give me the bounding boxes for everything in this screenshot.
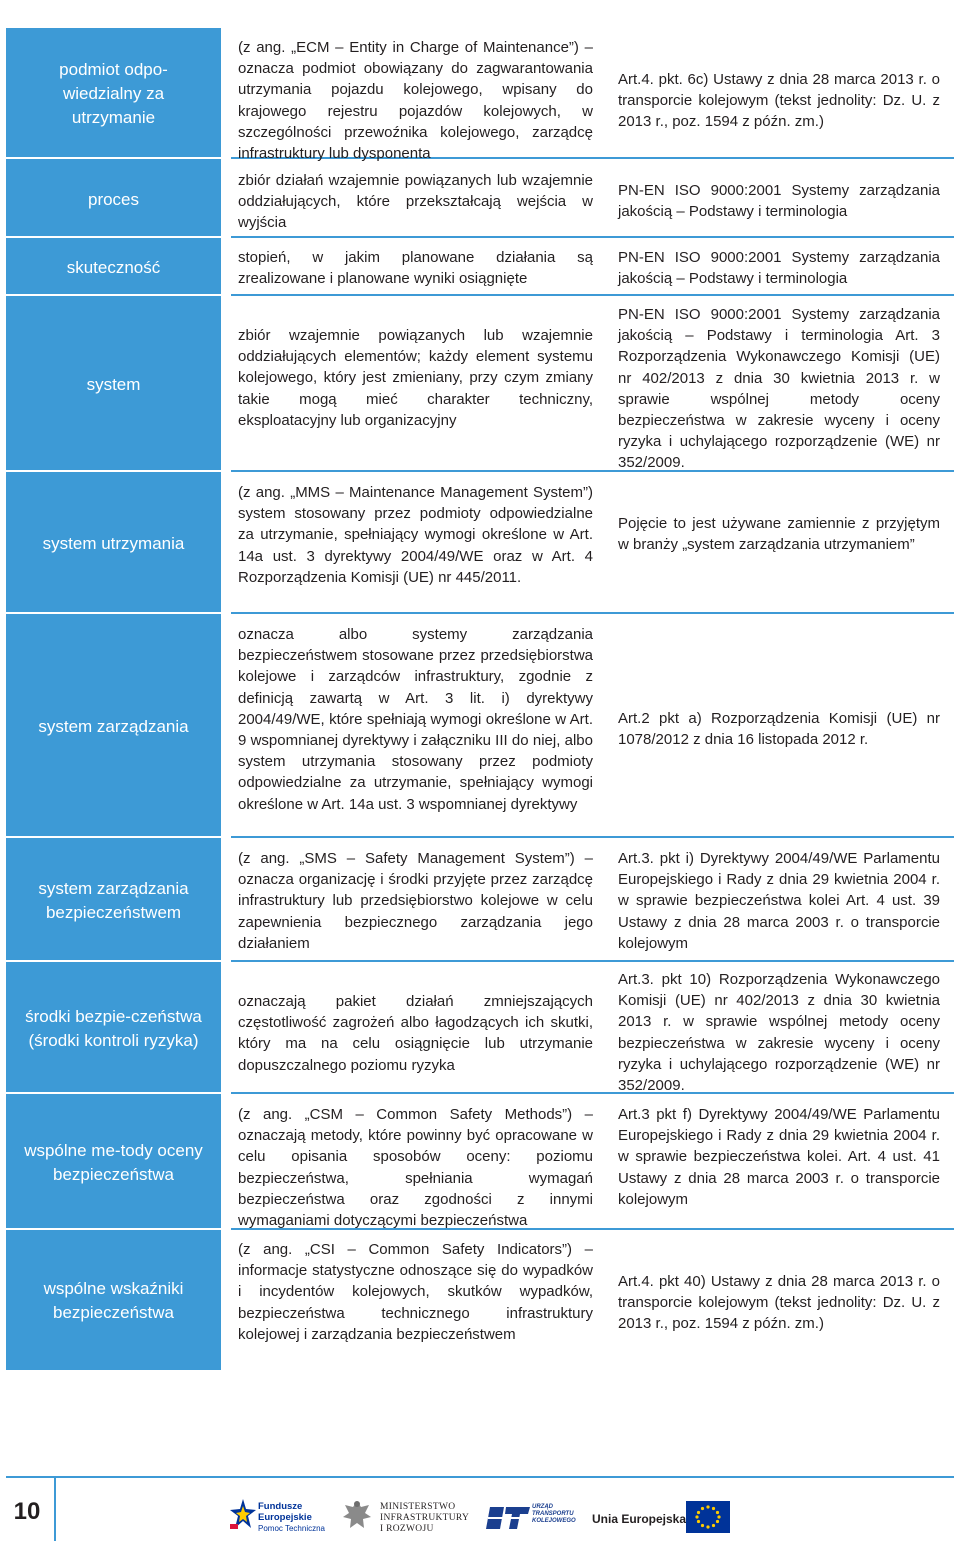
fundusze-europejskie-logo: Fundusze Europejskie Pomoc Techniczna: [230, 1498, 320, 1538]
source-text: Art.4. pkt. 6c) Ustawy z dnia 28 marca 2013 r. o transporcie kolejowym (tekst jednolity: Dz. U. z 2013 r., poz. 1594 z późn. zm.): [618, 71, 940, 131]
glossary-row: [6, 840, 954, 962]
page-number: 10: [13, 1498, 41, 1525]
glossary-row: [6, 28, 954, 163]
glossary-row: [6, 161, 954, 238]
term-label: system utrzymania: [42, 534, 185, 553]
glossary-row: [6, 616, 954, 838]
source-text: Art.4. pkt 40) Ustawy z dnia 28 marca 2013 r. o transporcie kolejowym (tekst jednolity: Dz. U. z 2013 r., poz. 1594 z późn. zm.): [618, 1273, 940, 1333]
eu-flag-icon: [686, 1501, 730, 1533]
definition-text: oznaczają pakiet działań zmniejszających częstotliwość zagrożeń albo łagodzących ich skutki, który ma na celu osiągnięcie lub utrzymanie dopuszczalnego poziomu ryzyka: [238, 993, 593, 1074]
eagle-emblem-icon: [340, 1498, 374, 1534]
source-text: Art.3. pkt i) Dyrektywy 2004/49/WE Parlamentu Europejskiego i Rady z dnia 29 kwietnia 2004 r. w sprawie bezpieczeństwa kolei Art. 4 ust. 39 Ustawy z dnia 28 marca 2003 r. o transporcie kolejowym: [618, 850, 940, 952]
glossary-row: [6, 474, 954, 614]
source-text: PN-EN ISO 9000:2001 Systemy zarządzania jakością – Podstawy i terminologia: [618, 182, 940, 221]
unia-europejska-logo: Unia Europejska: [592, 1498, 732, 1538]
term-label: skuteczność: [66, 258, 161, 277]
glossary-row: [6, 964, 954, 1094]
source-text: Art.2 pkt a) Rozporządzenia Komisji (UE) nr 1078/2012 z dnia 16 listopada 2012 r.: [618, 710, 940, 749]
term-label: wspólne wskaźniki bezpieczeństwa: [43, 1279, 184, 1322]
fe-star-icon: [230, 1498, 256, 1530]
glossary-row: [6, 240, 954, 296]
source-text: PN-EN ISO 9000:2001 Systemy zarządzania jakością – Podstawy i terminologia Art. 3 Rozporządzenia Wykonawczego Komisji (UE) nr 402/2013 z dnia 30 kwietnia 2013 r. w sprawie wspólnej metody oceny bezpieczeństwa w zakresie wyceny i oceny ryzyka i uchylającego rozporządzenie (WE) nr 352/2009.: [618, 306, 940, 472]
glossary-table: [6, 28, 954, 1370]
ministerstwo-logo: MINISTERSTWO INFRASTRUKTURY I ROZWOJU: [340, 1498, 470, 1538]
term-label: system: [86, 375, 141, 394]
term-label: wspólne me-tody oceny bezpieczeństwa: [24, 1141, 203, 1184]
source-text: Pojęcie to jest używane zamiennie z przyjętym w branży „system zarządzania utrzymaniem”: [618, 515, 940, 554]
utk-logo: URZĄD TRANSPORTU KOLEJOWEGO: [486, 1498, 586, 1538]
term-label: system zarządzania: [38, 717, 189, 736]
definition-text: zbiór działań wzajemnie powiązanych lub wzajemnie oddziałujących, które przekształcają wejścia w wyjścia: [238, 172, 593, 232]
glossary-row: [6, 298, 954, 472]
footer-separator: [54, 1478, 56, 1541]
source-text: Art.3 pkt f) Dyrektywy 2004/49/WE Parlamentu Europejskiego i Rady z dnia 29 kwietnia 2004 r. w sprawie bezpieczeństwa kolei. Art. 4 ust. 41 Ustawy z dnia 28 marca 2003 r. o transporcie kolejowym: [618, 1106, 940, 1208]
definition-text: stopień, w jakim planowane działania są zrealizowane i planowane wyniki osiągnięte: [238, 249, 593, 288]
definition-text: zbiór wzajemnie powiązanych lub wzajemnie oddziałujących elementów; każdy element systemu kolejowego, który jest zmieniany, przy czym zmiany takie mogą mieć charakter techniczny, eksploatacyjny lub organizacyjny: [238, 327, 593, 429]
glossary-row: [6, 1096, 954, 1230]
definition-text: (z ang. „CSI – Common Safety Indicators”) – informacje statystyczne odnoszące się do wypadków i incydentów kolejowych, skutków wypadków, bezpieczeństwa technicznego infrastruktury kolejowej i zarządzania bezpieczeństwem: [238, 1241, 593, 1343]
definition-text: (z ang. „CSM – Common Safety Methods”) – oznaczają metody, które powinny być opracowane w celu opisania sposobów oceny: poziomu bezpieczeństwa, spełniania wymagań bezpieczeństwa oraz zgodności z innymi wymaganiami dotyczącymi bezpieczeństwa: [238, 1106, 593, 1230]
definition-text: oznacza albo systemy zarządzania bezpieczeństwem stosowane przez przedsiębiorstwa kolejowe i zarządców infrastruktury, zgodnie z definicją zawartą w Art. 3 lit. i) dyrektywy 2004/49/WE, które spełniają wymogi określone w Art. 9 wspomnianej dyrektywy i załączniku III do niej, albo system utrzymania stosowany przez podmioty odpowiedzialne za utrzymanie, spełniający wymogi określone w Art. 14a ust. 3 wspomnianej dyrektywy: [238, 626, 593, 813]
footer-divider: [6, 1476, 954, 1478]
definition-text: (z ang. „SMS – Safety Management System”) – oznacza organizację i środki przyjęte przez zarządcę infrastruktury lub przedsiębiorstwo kolejowe w celu zapewnienia bezpiecznego zarządzania jego działaniem: [238, 850, 593, 952]
source-text: PN-EN ISO 9000:2001 Systemy zarządzania jakością – Podstawy i terminologia: [618, 249, 940, 288]
definition-text: (z ang. „MMS – Maintenance Management System”) system stosowany przez podmioty odpowiedzialne za utrzymanie, spełniający wymogi określone w Art. 14a ust. 3 dyrektywy 2004/49/WE oraz w Art. 4 Rozporządzenia Komisji (UE) nr 445/2011.: [238, 484, 593, 586]
term-label: środki bezpie-czeństwa (środki kontroli ryzyka): [25, 1007, 202, 1050]
glossary-row: [6, 1232, 954, 1370]
term-label: proces: [87, 189, 140, 209]
definition-text: (z ang. „ECM – Entity in Charge of Maintenance”) – oznacza podmiot obowiązany do zagwarantowania utrzymania pojazdu kolejowego, wpisany do krajowego rejestru pojazdów kolejowych, w szczególności przewoźnika kolejowego, zarządcę infrastruktury lub dysponenta: [238, 39, 593, 163]
term-label: podmiot odpo-wiedzialny za utrzymanie: [59, 59, 168, 127]
source-text: Art.3. pkt 10) Rozporządzenia Wykonawczego Komisji (UE) nr 402/2013 z dnia 30 kwietnia 2013 r. w sprawie wspólnej metody oceny bezpieczeństwa w zakresie wyceny i oceny ryzyka i uchylającego rozporządzenie (WE) nr 352/2009.: [618, 971, 940, 1095]
term-label: system zarządzania bezpieczeństwem: [38, 879, 189, 922]
utk-mark-icon: [486, 1505, 530, 1531]
